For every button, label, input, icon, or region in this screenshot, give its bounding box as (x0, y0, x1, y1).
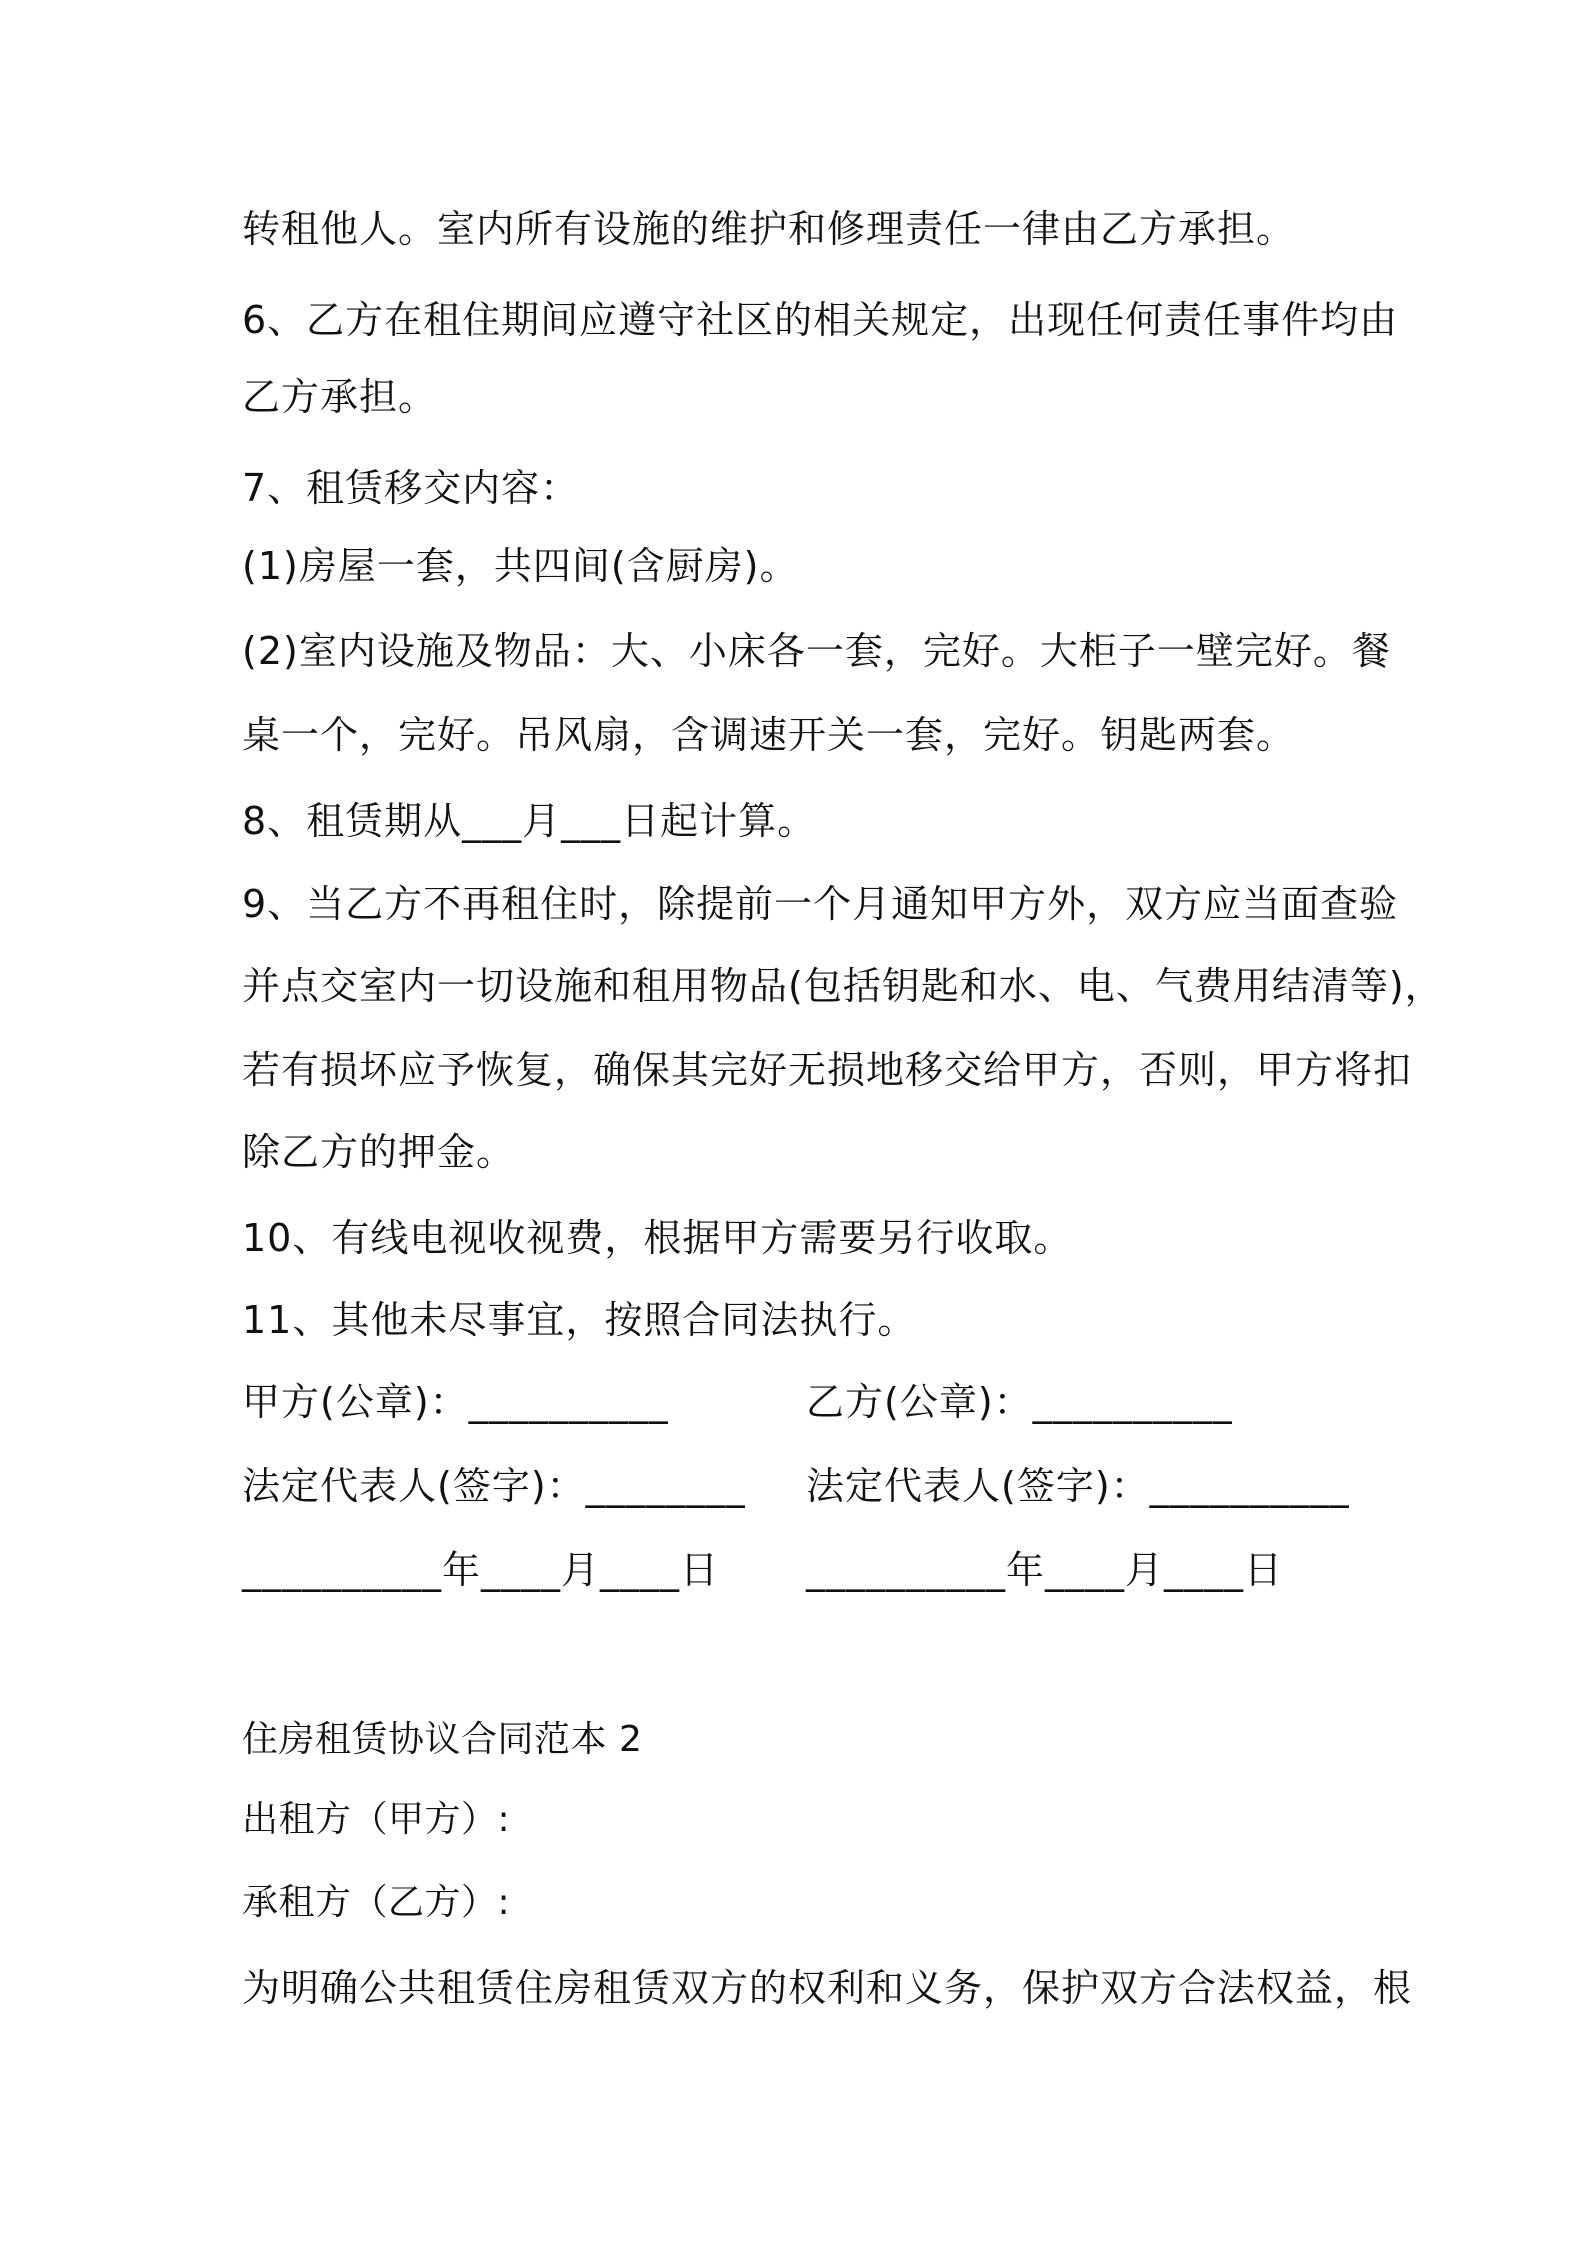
clause-9-line-4: 除乙方的押金。 (242, 1130, 516, 1174)
party-a-representative-field: 法定代表人(签字)：________ (242, 1464, 746, 1508)
clause-8-line: 8、租赁期从___月___日起计算。 (242, 799, 817, 843)
lessor-label: 出租方（甲方）: (242, 1799, 511, 1840)
clause-7-item-2-line-2: 桌一个，完好。吊风扇，含调速开关一套，完好。钥匙两套。 (242, 713, 1296, 757)
clause-7-heading: 7、租赁移交内容： (242, 466, 580, 510)
section-2-intro-line: 为明确公共租赁住房租赁双方的权利和义务，保护双方合法权益，根 (242, 1966, 1413, 2010)
lessee-label: 承租方（乙方）: (242, 1882, 511, 1923)
clause-7-item-2-line-1: (2)室内设施及物品：大、小床各一套，完好。大柜子一壁完好。餐 (242, 629, 1391, 673)
clause-6-line-1: 6、乙方在租住期间应遵守社区的相关规定，出现任何责任事件均由 (242, 298, 1399, 342)
clause-6-line-2: 乙方承担。 (242, 375, 438, 419)
clause-7-item-1: (1)房屋一套，共四间(含厨房)。 (242, 544, 799, 588)
clause-9-line-1: 9、当乙方不再租住时，除提前一个月通知甲方外，双方应当面查验 (242, 882, 1399, 926)
party-b-representative-field: 法定代表人(签字)：__________ (806, 1464, 1350, 1508)
party-a-seal-field: 甲方(公章)：__________ (242, 1380, 669, 1424)
party-b-seal-field: 乙方(公章)：__________ (806, 1380, 1233, 1424)
party-b-date-field: __________年____月____日 (806, 1548, 1284, 1592)
clause-9-line-2: 并点交室内一切设施和租用物品(包括钥匙和水、电、气费用结清等)， (242, 964, 1444, 1008)
paragraph-line: 转租他人。室内所有设施的维护和修理责任一律由乙方承担。 (242, 207, 1296, 251)
clause-9-line-3: 若有损坏应予恢复，确保其完好无损地移交给甲方，否则，甲方将扣 (242, 1048, 1413, 1092)
party-a-date-field: __________年____月____日 (242, 1548, 720, 1592)
clause-11-line: 11、其他未尽事宜，按照合同法执行。 (242, 1298, 917, 1342)
clause-10-line: 10、有线电视收视费，根据甲方需要另行收取。 (242, 1216, 1073, 1260)
section-2-title: 住房租赁协议合同范本 2 (242, 1719, 643, 1760)
